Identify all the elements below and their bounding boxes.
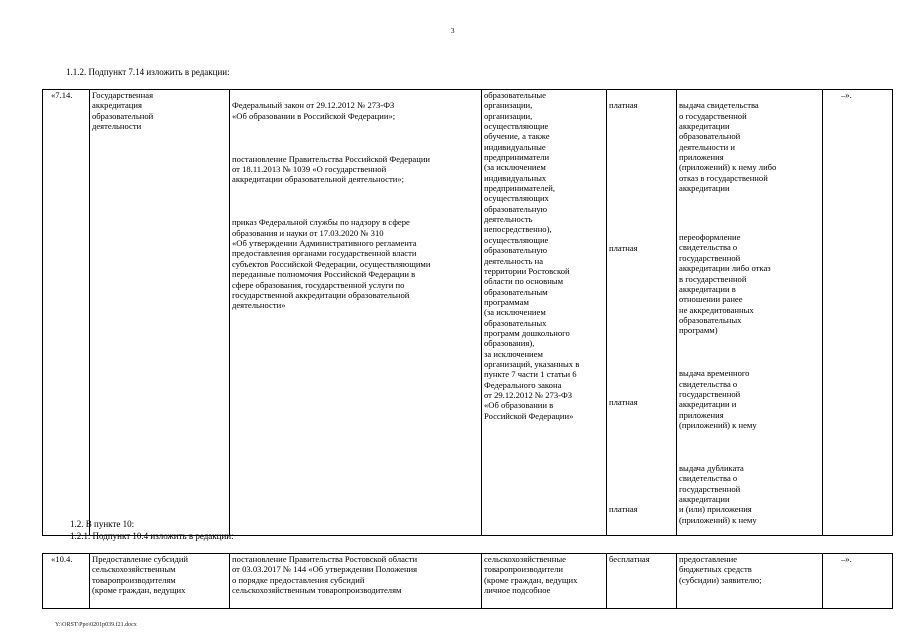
table-row bbox=[43, 90, 893, 536]
table-row bbox=[43, 554, 893, 609]
legal-basis-order: приказ Федеральной службы по надзору в сфере образования и науки от 17.03.2020 № 310 «Об утверждении Административного регламента предоставления органами государственной власти субъектов Российской Федерации, осуществляющими переданные полномочия Российской Федерации в сфере образования, государственной услуги по государственной аккредитации образовательной деятельности» bbox=[232, 217, 431, 311]
page-number: 3 bbox=[451, 27, 455, 35]
legal-basis bbox=[230, 90, 482, 536]
result: предоставление бюджетных средств (субсидии) заявителю; bbox=[677, 554, 823, 609]
fee: бесплатная bbox=[607, 554, 677, 609]
service-name: Предоставление субсидий сельскохозяйственным товаропроизводителям (кроме граждан, ведущих bbox=[90, 554, 230, 609]
legal-basis-resolution: постановление Правительства Российской Федерации от 18.11.2013 № 1039 «О государственной аккредитации образовательной деятельности»; bbox=[232, 153, 431, 185]
legal-basis-law: Федеральный закон от 29.12.2012 № 273-ФЗ «Об образовании в Российской Федерации»; bbox=[232, 100, 396, 121]
file-path-footer: Y:\ORST\Ppo\0201p039.f21.docx bbox=[55, 622, 137, 628]
end-marker: –». bbox=[823, 90, 893, 536]
fee-2: платная bbox=[609, 243, 638, 254]
result-3: выдача временного свидетельства о государственной аккредитации и приложения (приложений) к нему bbox=[679, 368, 757, 430]
end-marker: –». bbox=[823, 554, 893, 609]
result-column bbox=[677, 90, 823, 536]
service-name: Государственная аккредитация образовательной деятельности bbox=[90, 90, 230, 536]
legal-basis: постановление Правительства Ростовской области от 03.03.2017 № 144 «Об утверждении Положения о порядке предоставления субсидий сельскохозяйственным товаропроизводителям bbox=[230, 554, 482, 609]
section-heading-1-1-2: 1.1.2. Подпункт 7.14 изложить в редакции: bbox=[66, 67, 230, 77]
table-subitem-7-14 bbox=[42, 89, 893, 536]
result-4: выдача дубликата свидетельства о государственной аккредитации и (или) приложения (приложений) к нему bbox=[679, 463, 757, 525]
section-heading-1-2: 1.2. В пункте 10: bbox=[70, 519, 135, 529]
result-1: выдача свидетельства о государственной аккредитации образовательной деятельности и приложения (приложений) к нему либо отказ в государственной аккредитации bbox=[679, 100, 777, 194]
item-number: «7.14. bbox=[43, 90, 90, 536]
applicants: образовательные организации, организации, осуществляющие обучение, а также индивидуальные предприниматели (за исключением индивидуальных предпринимателей, осуществляющих образовательную деятельность непосредственно), осуществляющие образовательную деятельность на территории Ростовской области по основным образовательным программам (за исключением образовательных программ дошкольного образования), за исключением организаций, указанных в пункте 7 части 1 статьи 6 Федерального закона от 29.12.2012 № 273-ФЗ «Об образовании в Российской Федерации» bbox=[482, 90, 607, 536]
item-number: «10.4. bbox=[43, 554, 90, 609]
fee-column bbox=[607, 90, 677, 536]
fee-1: платная bbox=[609, 100, 638, 111]
applicants: сельскохозяйственные товаропроизводители (кроме граждан, ведущих личное подсобное bbox=[482, 554, 607, 609]
fee-3: платная bbox=[609, 397, 638, 408]
fee-4: платная bbox=[609, 504, 638, 515]
table-subitem-10-4 bbox=[42, 553, 893, 609]
result-2: переоформление свидетельства о государственной аккредитации либо отказ в государственной аккредитации в отношении ранее не аккредитованных образовательных программ) bbox=[679, 232, 771, 336]
section-heading-1-2-1: 1.2.1. Подпункт 10.4 изложить в редакции: bbox=[70, 531, 234, 541]
